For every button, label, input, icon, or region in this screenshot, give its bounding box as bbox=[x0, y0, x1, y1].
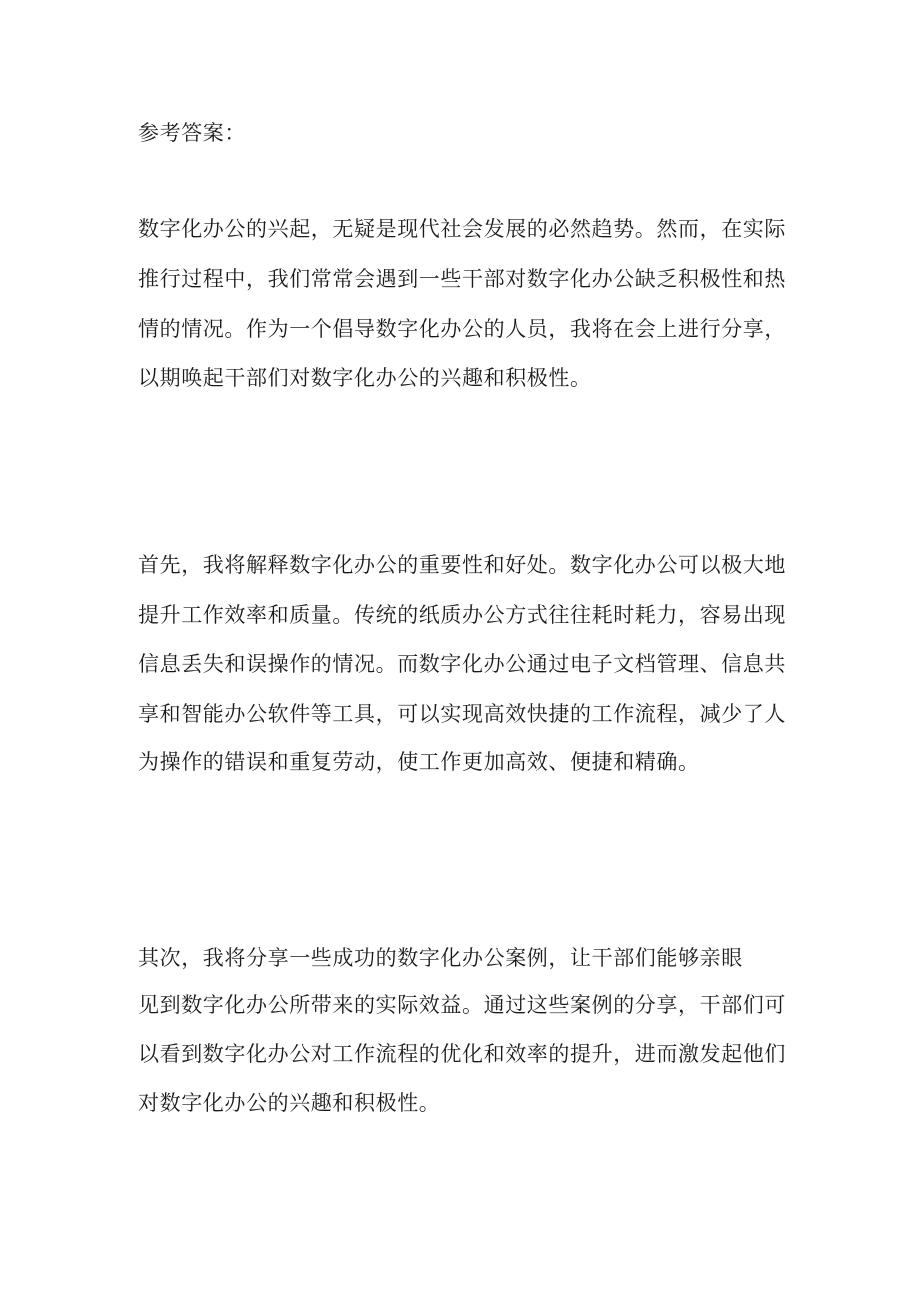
paragraph-line: 享和智能办公软件等工具，可以实现高效快捷的工作流程，减少了人 bbox=[138, 702, 786, 726]
paragraph-line: 提升工作效率和质量。传统的纸质办公方式往往耗时耗力，容易出现 bbox=[138, 603, 786, 627]
paragraph-line: 数字化办公的兴起，无疑是现代社会发展的必然趋势。然而，在实际 bbox=[138, 217, 786, 241]
paragraph-line: 为操作的错误和重复劳动，使工作更加高效、便捷和精确。 bbox=[138, 750, 700, 774]
paragraph-line: 对数字化办公的兴趣和积极性。 bbox=[138, 1091, 441, 1115]
paragraph-line: 首先，我将解释数字化办公的重要性和好处。数字化办公可以极大地 bbox=[138, 553, 786, 577]
paragraph-line: 见到数字化办公所带来的实际效益。通过这些案例的分享，干部们可 bbox=[138, 993, 786, 1017]
paragraph-line: 情的情况。作为一个倡导数字化办公的人员，我将在会上进行分享， bbox=[138, 317, 786, 341]
paragraph-line: 信息丢失和误操作的情况。而数字化办公通过电子文档管理、信息共 bbox=[138, 652, 786, 676]
paragraph-line: 其次，我将分享一些成功的数字化办公案例，让干部们能够亲眼 bbox=[138, 946, 743, 970]
paragraph-line: 推行过程中，我们常常会遇到一些干部对数字化办公缺乏积极性和热 bbox=[138, 267, 786, 291]
paragraph-line: 以期唤起干部们对数字化办公的兴趣和积极性。 bbox=[138, 366, 592, 390]
answer-heading: 参考答案： bbox=[138, 121, 246, 145]
paragraph-line: 以看到数字化办公对工作流程的优化和效率的提升，进而激发起他们 bbox=[138, 1042, 786, 1066]
